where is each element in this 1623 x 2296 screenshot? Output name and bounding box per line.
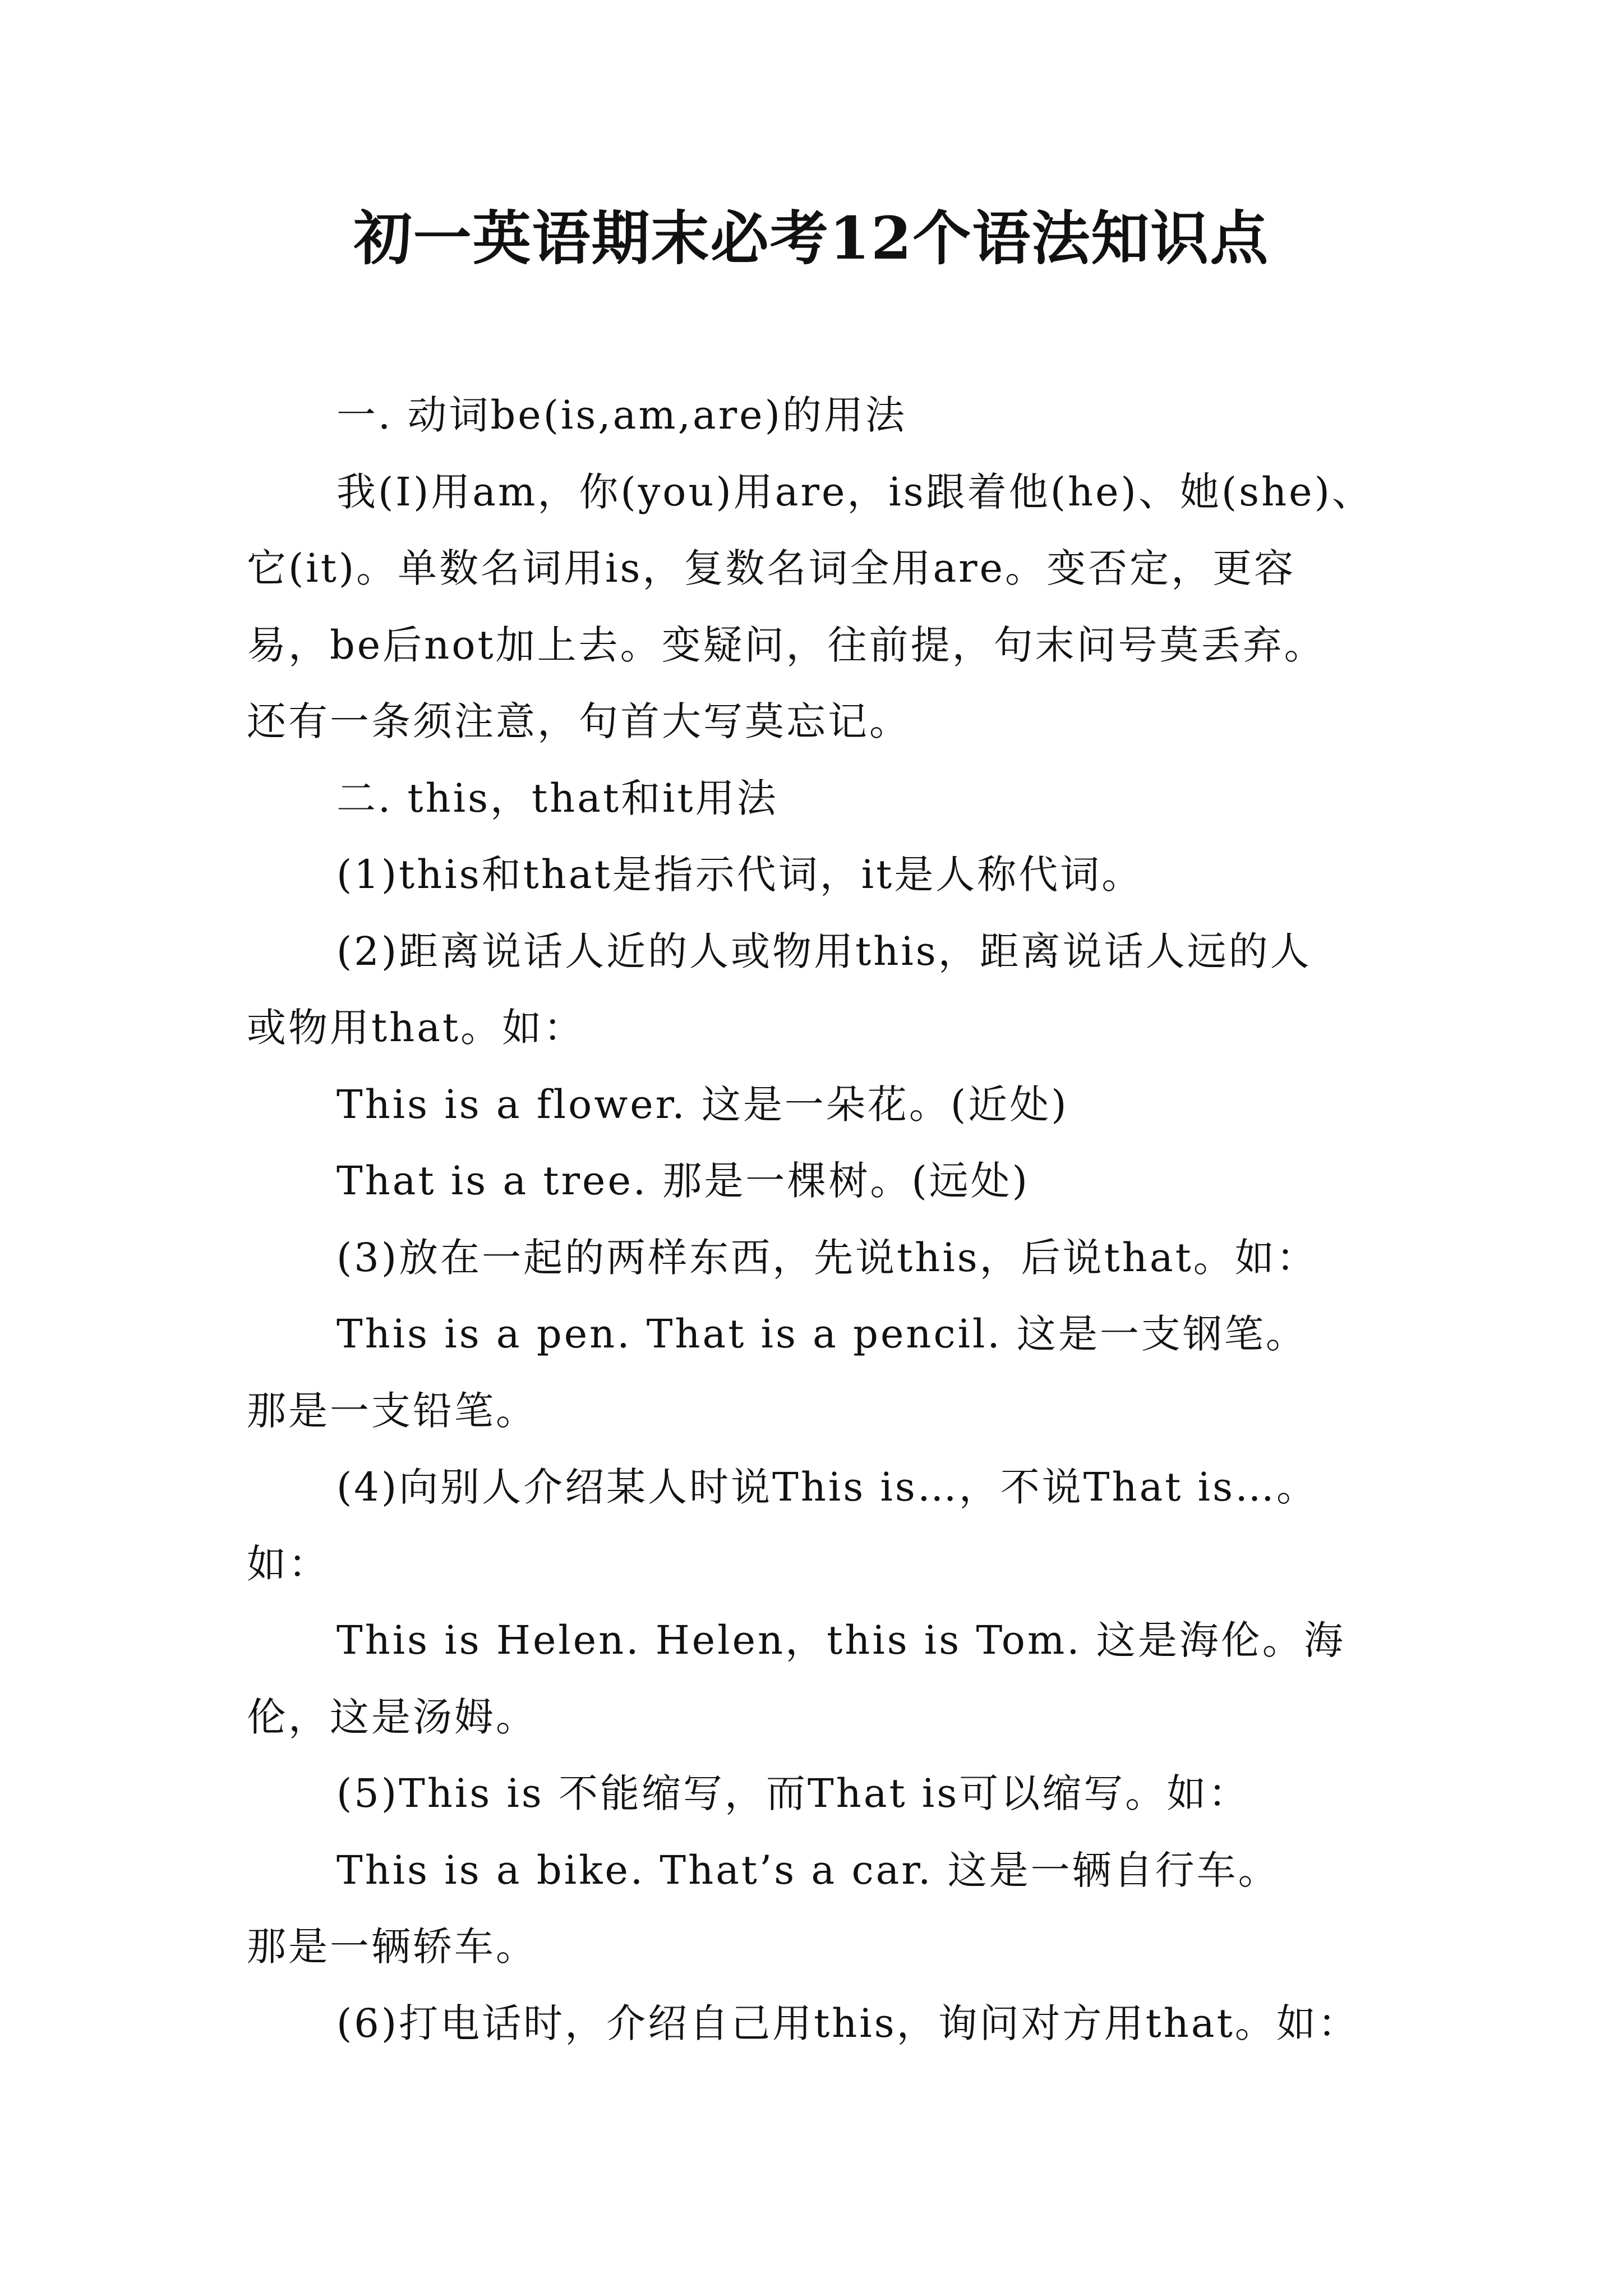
document-body xyxy=(247,377,1391,2062)
text-line: This is a flower. 这是一朵花。(近处) xyxy=(336,1081,1069,1128)
text-line: 如： xyxy=(247,1540,330,1587)
text-line: This is Helen. Helen，this is Tom. 这是海伦。海 xyxy=(336,1617,1345,1663)
text-line: 二. this，that和it用法 xyxy=(336,775,778,821)
text-line: 还有一条须注意，句首大写莫忘记。 xyxy=(247,698,911,744)
text-line: 易，be后not加上去。变疑问，往前提，句末问号莫丢弃。 xyxy=(247,622,1326,668)
text-line: (3)放在一起的两样东西，先说this，后说that。如： xyxy=(336,1234,1318,1281)
text-line: This is a bike. That’s a car. 这是一辆自行车。 xyxy=(336,1847,1280,1893)
text-line: 或物用that。如： xyxy=(247,1005,585,1051)
text-line: 它(it)。单数名词用is，复数名词全用are。变否定，更容 xyxy=(247,545,1296,591)
text-line: This is a pen. That is a pencil. 这是一支钢笔。 xyxy=(336,1311,1307,1357)
text-line: (5)This is 不能缩写，而That is可以缩写。如： xyxy=(336,1770,1250,1816)
text-line: (4)向别人介绍某人时说This is…，不说That is…。 xyxy=(336,1464,1318,1510)
text-line: That is a tree. 那是一棵树。(远处) xyxy=(336,1158,1030,1204)
text-line: 我(I)用am，你(you)用are，is跟着他(he)、她(she)、 xyxy=(336,468,1373,515)
text-line: (2)距离说话人近的人或物用this，距离说话人远的人 xyxy=(336,928,1312,974)
text-line: (1)this和that是指示代词，it是人称代词。 xyxy=(336,852,1144,898)
page-title: 初一英语期末必考12个语法知识点 xyxy=(353,204,1270,273)
text-line: (6)打电话时，介绍自己用this，询问对方用that。如： xyxy=(336,2000,1359,2046)
text-line: 一. 动词be(is,am,are)的用法 xyxy=(336,392,907,438)
text-line: 那是一支铅笔。 xyxy=(247,1387,537,1434)
text-line: 那是一辆轿车。 xyxy=(247,1924,537,1970)
text-line: 伦，这是汤姆。 xyxy=(247,1694,537,1740)
